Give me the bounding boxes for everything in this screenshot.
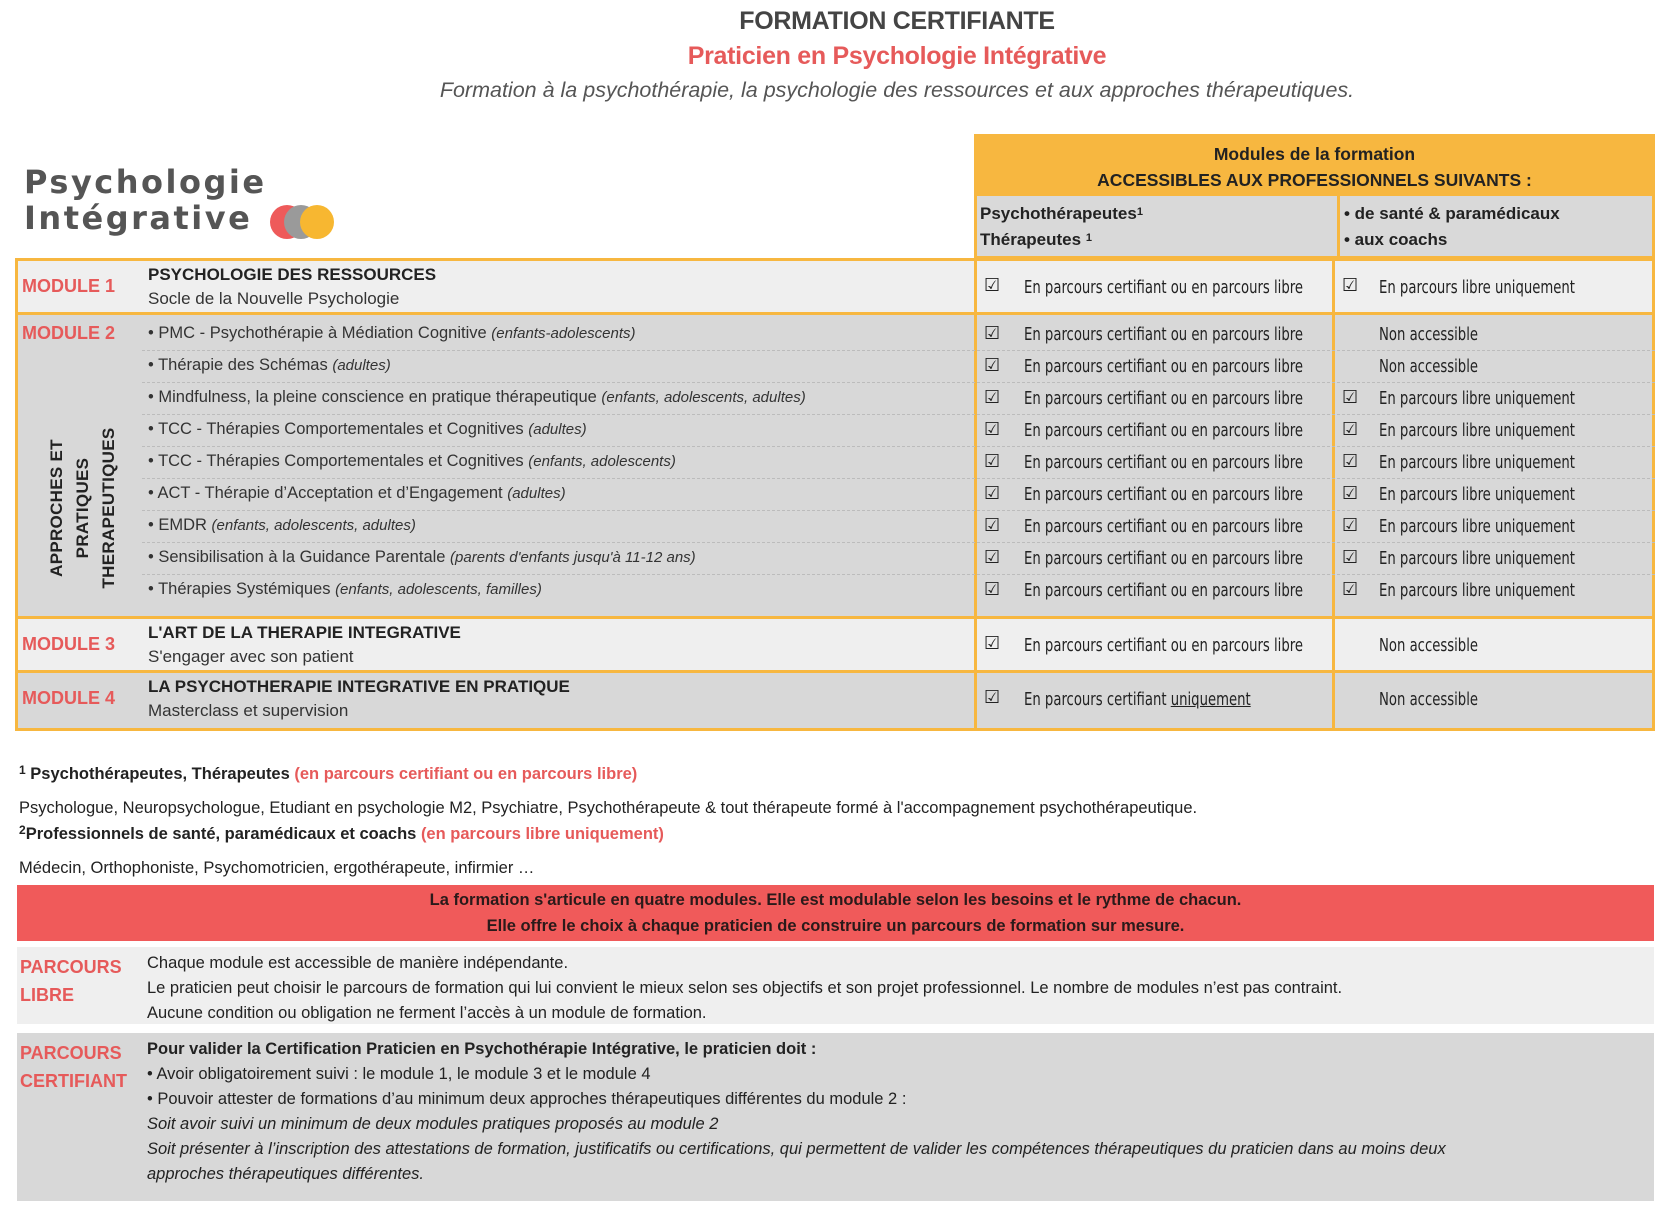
checkbox-checked-icon: ☑: [984, 579, 1001, 600]
brand-logo: [24, 164, 267, 236]
module-2-approach-row: [142, 415, 1655, 447]
approach-healthpros-access: En parcours libre uniquement: [1379, 389, 1575, 409]
checkbox-checked-icon: ☑: [984, 275, 1001, 296]
module-3-desc: S'engager avec son patient: [148, 647, 354, 666]
checkbox-checked-icon: ☑: [984, 323, 1001, 344]
column-header-therapists: Psychothérapeutes$^1$ Thérapeutes $^1$: [980, 204, 1143, 249]
module-2-approach-row: [142, 543, 1655, 575]
parcours-libre-section: [17, 947, 1654, 1024]
modules-header: [974, 134, 1655, 196]
info-banner: La formation s'articule en quatre modules. Elle est modulable selon les besoins et le rythme de chacun. Elle offre le choix à chaque praticien de construire un parcours de formation sur mesure.: [17, 885, 1654, 941]
module-1-row: [15, 258, 1655, 315]
checkbox-checked-icon: ☑: [1342, 387, 1359, 408]
module-2-approach-row: [142, 447, 1655, 479]
checkbox-checked-icon: ☑: [984, 419, 1001, 440]
module-2-approach-row: [142, 351, 1655, 383]
approach-healthpros-access: En parcours libre uniquement: [1379, 517, 1575, 537]
approach-healthpros-access: En parcours libre uniquement: [1379, 581, 1575, 601]
module-2-approach-row: [142, 511, 1655, 543]
checkbox-checked-icon: ☑: [984, 483, 1001, 504]
page-subtitle: Praticien en Psychologie Intégrative: [687, 42, 1107, 70]
checkbox-checked-icon: ☑: [984, 355, 1001, 376]
module-4-row: [15, 670, 1655, 731]
module-4-therapists-access: En parcours certifiant uniquement: [1024, 690, 1251, 710]
footnote-1-title: $^1$ Psychothérapeutes, Thérapeutes (en parcours certifiant ou en parcours libre): [19, 763, 638, 783]
module-1-therapists-access: En parcours certifiant ou en parcours libre: [1024, 278, 1303, 298]
module-1-title: PSYCHOLOGIE DES RESSOURCES: [148, 265, 437, 284]
checkbox-checked-icon: ☑: [984, 515, 1001, 536]
checkbox-checked-icon: ☑: [1342, 483, 1359, 504]
checkbox-checked-icon: ☑: [984, 451, 1001, 472]
approach-therapists-access: En parcours certifiant ou en parcours libre: [1024, 421, 1303, 441]
module-3-row: [15, 616, 1655, 673]
parcours-certifiant-label: PARCOURS CERTIFIANT: [20, 1043, 127, 1091]
module-4-label: MODULE 4: [22, 688, 116, 708]
modules-header-line1: Modules de la formation: [1213, 144, 1416, 164]
module-2-vertical-label: APPROCHES ET PRATIQUES THERAPEUTIQUES: [47, 427, 118, 589]
approach-therapists-access: En parcours certifiant ou en parcours libre: [1024, 517, 1303, 537]
page-tagline: Formation à la psychothérapie, la psychologie des ressources et aux approches thérapeutiques.: [439, 78, 1355, 102]
module-1-desc: Socle de la Nouvelle Psychologie: [148, 289, 400, 308]
logo-circles-icon: [260, 205, 360, 241]
approach-name: • ACT - Thérapie d’Acceptation et d’Engagement (adultes): [148, 484, 566, 502]
page-title: FORMATION CERTIFIANTE: [739, 7, 1055, 35]
approach-healthpros-access: En parcours libre uniquement: [1379, 453, 1575, 473]
module-3-label: MODULE 3: [22, 634, 116, 654]
approach-healthpros-access: En parcours libre uniquement: [1379, 549, 1575, 569]
module-3-healthpros-access: Non accessible: [1379, 636, 1479, 656]
checkbox-checked-icon: ☑: [1342, 275, 1359, 296]
approach-therapists-access: En parcours certifiant ou en parcours libre: [1024, 453, 1303, 473]
approach-therapists-access: En parcours certifiant ou en parcours libre: [1024, 389, 1303, 409]
approach-name: • Thérapies Systémiques (enfants, adolescents, familles): [148, 580, 542, 598]
checkbox-checked-icon: ☑: [984, 547, 1001, 568]
footnote-2-title: $^2$Professionnels de santé, paramédicaux et coachs (en parcours libre uniquement): [19, 823, 664, 843]
module-3-therapists-access: En parcours certifiant ou en parcours libre: [1024, 636, 1303, 656]
module-2-label: MODULE 2: [22, 323, 116, 343]
footnote-1-text: Psychologue, Neuropsychologue, Etudiant en psychologie M2, Psychiatre, Psychothérapeute & tout thérapeute formé à l'accompagnement psychothérapeutique.: [19, 799, 1198, 817]
module-2-block: [15, 312, 1655, 619]
approach-therapists-access: En parcours certifiant ou en parcours libre: [1024, 485, 1303, 505]
approach-healthpros-access: Non accessible: [1379, 325, 1479, 345]
approach-name: • TCC - Thérapies Comportementales et Cognitives (adultes): [148, 420, 587, 438]
module-2-approach-row: [142, 319, 1655, 351]
module-1-healthpros-access: En parcours libre uniquement: [1379, 278, 1575, 298]
module-1-label: MODULE 1: [22, 276, 116, 296]
approach-therapists-access: En parcours certifiant ou en parcours libre: [1024, 549, 1303, 569]
modules-header-line2: ACCESSIBLES AUX PROFESSIONNELS SUIVANTS :: [1097, 170, 1532, 190]
module-4-healthpros-access: Non accessible: [1379, 690, 1479, 710]
checkbox-checked-icon: ☑: [1342, 419, 1359, 440]
logo-text-line1: Psychologie: [24, 163, 267, 201]
approach-name: • Sensibilisation à la Guidance Parentale (parents d'enfants jusqu'à 11-12 ans): [148, 548, 696, 566]
checkbox-checked-icon: ☑: [984, 387, 1001, 408]
approach-name: • EMDR (enfants, adolescents, adultes): [148, 516, 416, 534]
approach-name: • TCC - Thérapies Comportementales et Cognitives (enfants, adolescents): [148, 452, 676, 470]
checkbox-checked-icon: ☑: [984, 687, 1001, 708]
module-3-title: L'ART DE LA THERAPIE INTEGRATIVE: [148, 623, 461, 642]
approach-therapists-access: En parcours certifiant ou en parcours libre: [1024, 357, 1303, 377]
parcours-libre-label: PARCOURS LIBRE: [20, 957, 122, 1005]
checkbox-checked-icon: ☑: [1342, 451, 1359, 472]
module-2-approach-row: [142, 383, 1655, 415]
parcours-certifiant-text: Pour valider la Certification Praticien en Psychothérapie Intégrative, le praticien doit : • Avoir obligatoirement suivi : le module 1, le module 3 et le module 4 • Pouvoir attester de formations d’au minimum deux approches thérapeutiques différentes du module 2 : Soit avoir suivi un minimum de deux modules pratiques proposés au module 2 Soit présenter à l’inscription des attestations de formation, justificatifs ou certifications, qui permettent de valider les compétences thérapeutiques du praticien dans au moins deux approches thérapeutiques différentes.: [147, 1040, 1446, 1183]
logo-text-line2: Intégrative: [24, 199, 253, 237]
checkbox-checked-icon: ☑: [1342, 579, 1359, 600]
column-header-health-pros: • de santé & paramédicaux • aux coachs: [1337, 196, 1655, 256]
audience-column-headers: [974, 196, 1655, 259]
checkbox-checked-icon: ☑: [1342, 547, 1359, 568]
approach-therapists-access: En parcours certifiant ou en parcours libre: [1024, 581, 1303, 601]
approach-name: • Mindfulness, la pleine conscience en pratique thérapeutique (enfants, adolescents, adultes): [148, 388, 806, 406]
parcours-certifiant-section: [17, 1033, 1654, 1201]
checkbox-checked-icon: ☑: [1342, 515, 1359, 536]
module-4-title: LA PSYCHOTHERAPIE INTEGRATIVE EN PRATIQUE: [148, 677, 570, 696]
approach-healthpros-access: Non accessible: [1379, 357, 1479, 377]
approach-healthpros-access: En parcours libre uniquement: [1379, 421, 1575, 441]
checkbox-checked-icon: ☑: [984, 633, 1001, 654]
module-2-approach-row: [142, 575, 1655, 607]
parcours-libre-text: Chaque module est accessible de manière indépendante. Le praticien peut choisir le parcours de formation qui lui convient le mieux selon ses objectifs et son projet professionnel. Le nombre de modules n’est pas contraint. Aucune condition ou obligation ne ferment l’accès à un module de formation.: [147, 954, 1343, 1022]
footnote-2-text: Médecin, Orthophoniste, Psychomotricien, ergothérapeute, infirmier …: [19, 859, 535, 877]
module-2-approach-row: [142, 479, 1655, 511]
approach-name: • Thérapie des Schémas (adultes): [148, 356, 391, 374]
approach-therapists-access: En parcours certifiant ou en parcours libre: [1024, 325, 1303, 345]
approach-healthpros-access: En parcours libre uniquement: [1379, 485, 1575, 505]
module-4-desc: Masterclass et supervision: [148, 701, 349, 720]
approach-name: • PMC - Psychothérapie à Médiation Cognitive (enfants-adolescents): [148, 324, 636, 342]
